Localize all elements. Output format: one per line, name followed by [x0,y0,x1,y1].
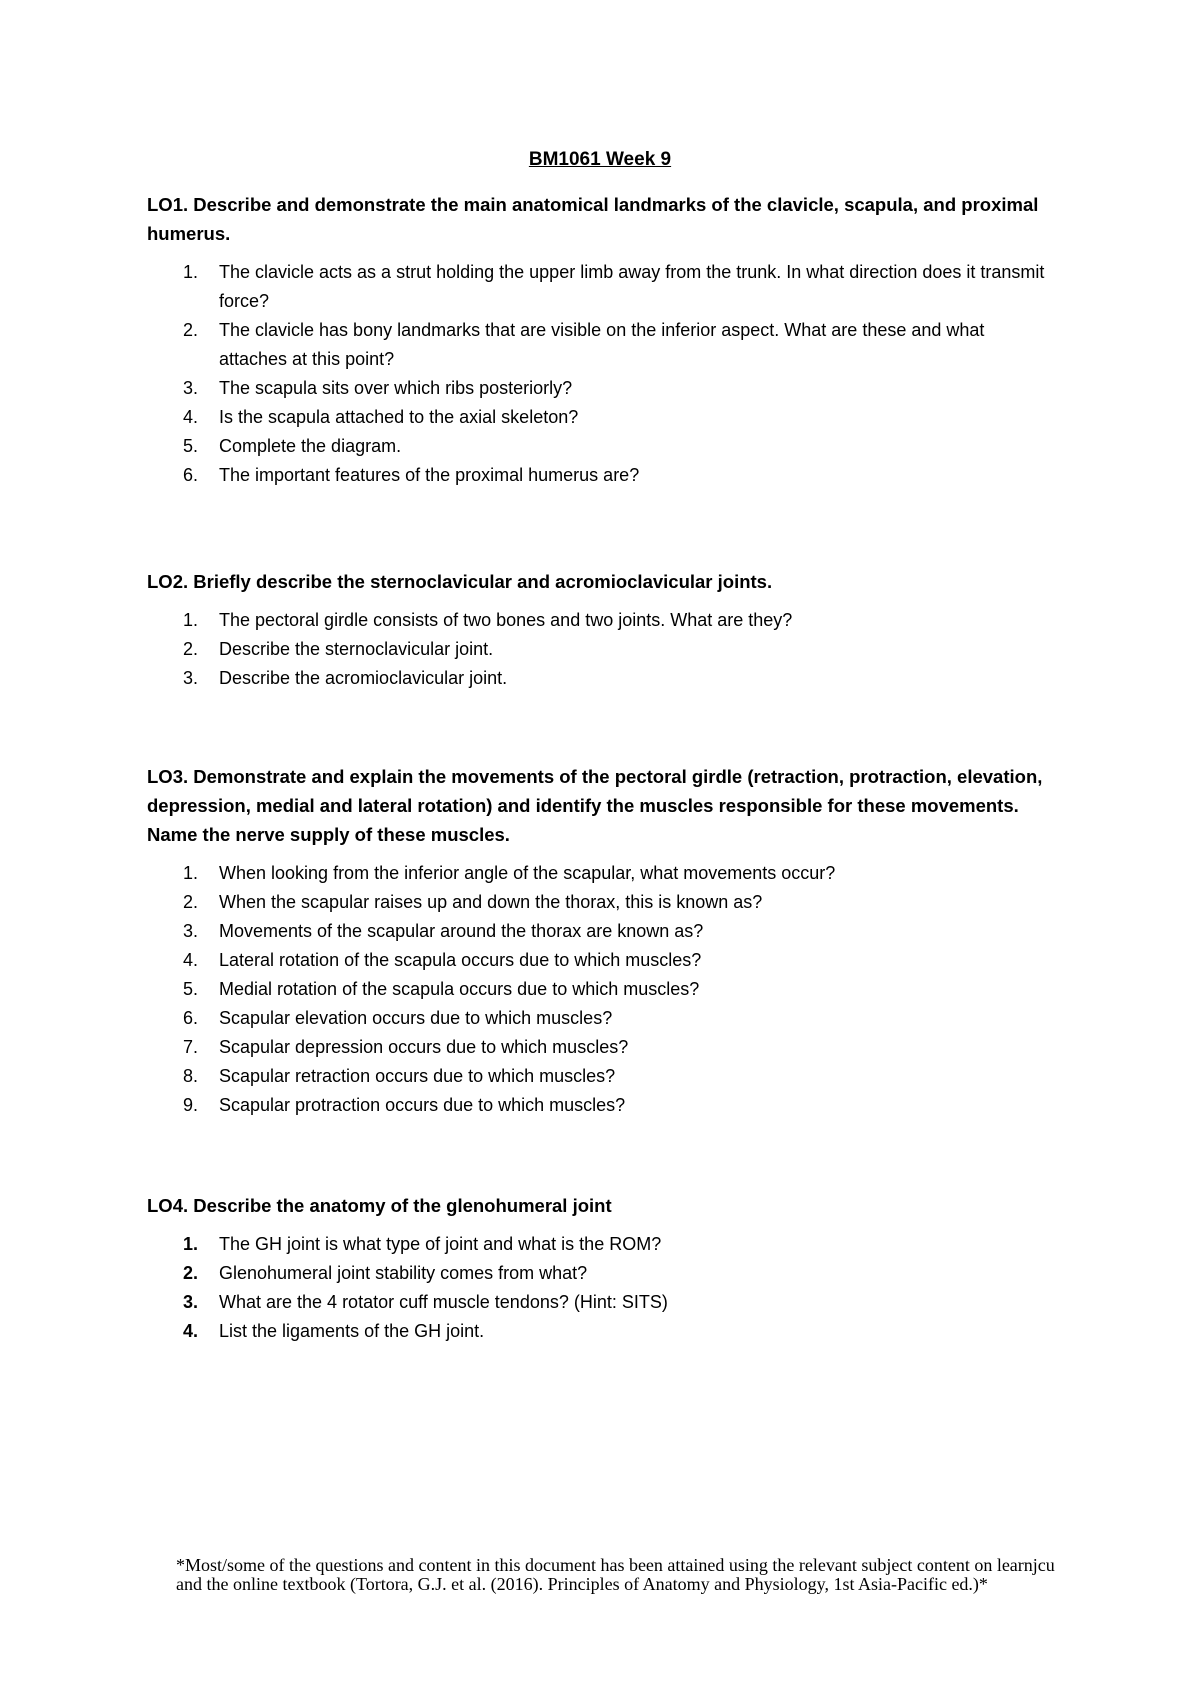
question-text: Scapular depression occurs due to which muscles? [219,1037,629,1057]
question-text: Describe the sternoclavicular joint. [219,639,494,659]
question-text: The important features of the proximal humerus are? [219,465,640,485]
question-item [147,1091,1047,1120]
question-item [147,1317,1047,1346]
question-number: 5. [183,979,199,999]
section-heading: LO4. Describe the anatomy of the glenohumeral joint [147,1195,612,1216]
question-number: 6. [183,1008,199,1028]
question-item [147,1259,1047,1288]
question-text: The clavicle acts as a strut holding the upper limb away from the trunk. In what direction does it transmit force? [219,262,1045,311]
question-number: 6. [183,465,199,485]
footnote: *Most/some of the questions and content in this document has been attained using the relevant subject content on learnjcu and the online textbook (Tortora, G.J. et al. (2016). Principles of Anatomy and Physiology, 1st Asia-Pacific ed.)* [176,1555,1055,1594]
question-number: 3. [183,1292,199,1312]
question-number: 2. [183,1263,199,1283]
question-item [147,664,1047,693]
question-item [147,403,1047,432]
question-text: Scapular retraction occurs due to which muscles? [219,1066,616,1086]
question-text: Movements of the scapular around the thorax are known as? [219,921,704,941]
question-number: 2. [183,892,199,912]
question-text: Is the scapula attached to the axial skeleton? [219,407,579,427]
question-number: 3. [183,668,199,688]
question-item [147,635,1047,664]
question-item [147,859,1047,888]
question-item [147,1033,1047,1062]
question-list [147,1230,1047,1346]
question-number: 2. [183,639,199,659]
question-text: When looking from the inferior angle of the scapular, what movements occur? [219,863,836,883]
question-item [147,258,1047,316]
question-number: 5. [183,436,199,456]
section-lo3 [147,762,1047,1120]
question-number: 3. [183,378,199,398]
section-heading: LO3. Demonstrate and explain the movements of the pectoral girdle (retraction, protraction, elevation, depression, medial and lateral rotation) and identify the muscles responsible for these movements. Name the nerve supply of these muscles. [147,766,1043,845]
question-text: Scapular elevation occurs due to which muscles? [219,1008,613,1028]
question-item [147,374,1047,403]
question-list [147,606,1047,693]
question-text: List the ligaments of the GH joint. [219,1321,485,1341]
question-text: When the scapular raises up and down the thorax, this is known as? [219,892,763,912]
question-item [147,606,1047,635]
question-text: Glenohumeral joint stability comes from what? [219,1263,588,1283]
question-item [147,461,1047,490]
section-heading: LO2. Briefly describe the sternoclavicular and acromioclavicular joints. [147,571,773,592]
section-lo4 [147,1191,1047,1346]
question-number: 2. [183,320,199,340]
question-number: 3. [183,921,199,941]
question-number: 4. [183,950,199,970]
question-item [147,917,1047,946]
question-item [147,975,1047,1004]
question-text: The scapula sits over which ribs posteriorly? [219,378,573,398]
question-list [147,258,1047,490]
section-lo2 [147,567,1047,693]
question-text: The GH joint is what type of joint and what is the ROM? [219,1234,662,1254]
question-item [147,946,1047,975]
question-number: 1. [183,1234,199,1254]
document-title: BM1061 Week 9 [528,149,672,170]
question-item [147,1288,1047,1317]
question-number: 4. [183,1321,199,1341]
question-number: 9. [183,1095,199,1115]
question-text: Scapular protraction occurs due to which muscles? [219,1095,626,1115]
question-number: 7. [183,1037,199,1057]
question-item [147,316,1047,374]
question-number: 1. [183,610,199,630]
question-number: 8. [183,1066,199,1086]
section-lo1 [147,190,1047,490]
question-text: What are the 4 rotator cuff muscle tendons? (Hint: SITS) [219,1292,668,1312]
question-number: 4. [183,407,199,427]
question-text: Lateral rotation of the scapula occurs due to which muscles? [219,950,702,970]
question-text: The clavicle has bony landmarks that are visible on the inferior aspect. What are these and what attaches at this point? [219,320,985,369]
question-item [147,1230,1047,1259]
question-item [147,1062,1047,1091]
question-text: Describe the acromioclavicular joint. [219,668,508,688]
question-number: 1. [183,863,199,883]
section-heading: LO1. Describe and demonstrate the main anatomical landmarks of the clavicle, scapula, and proximal humerus. [147,194,1039,244]
question-item [147,432,1047,461]
question-text: Medial rotation of the scapula occurs due to which muscles? [219,979,700,999]
question-list [147,859,1047,1120]
question-text: The pectoral girdle consists of two bones and two joints. What are they? [219,610,793,630]
question-item [147,888,1047,917]
question-text: Complete the diagram. [219,436,402,456]
question-number: 1. [183,262,199,282]
question-item [147,1004,1047,1033]
